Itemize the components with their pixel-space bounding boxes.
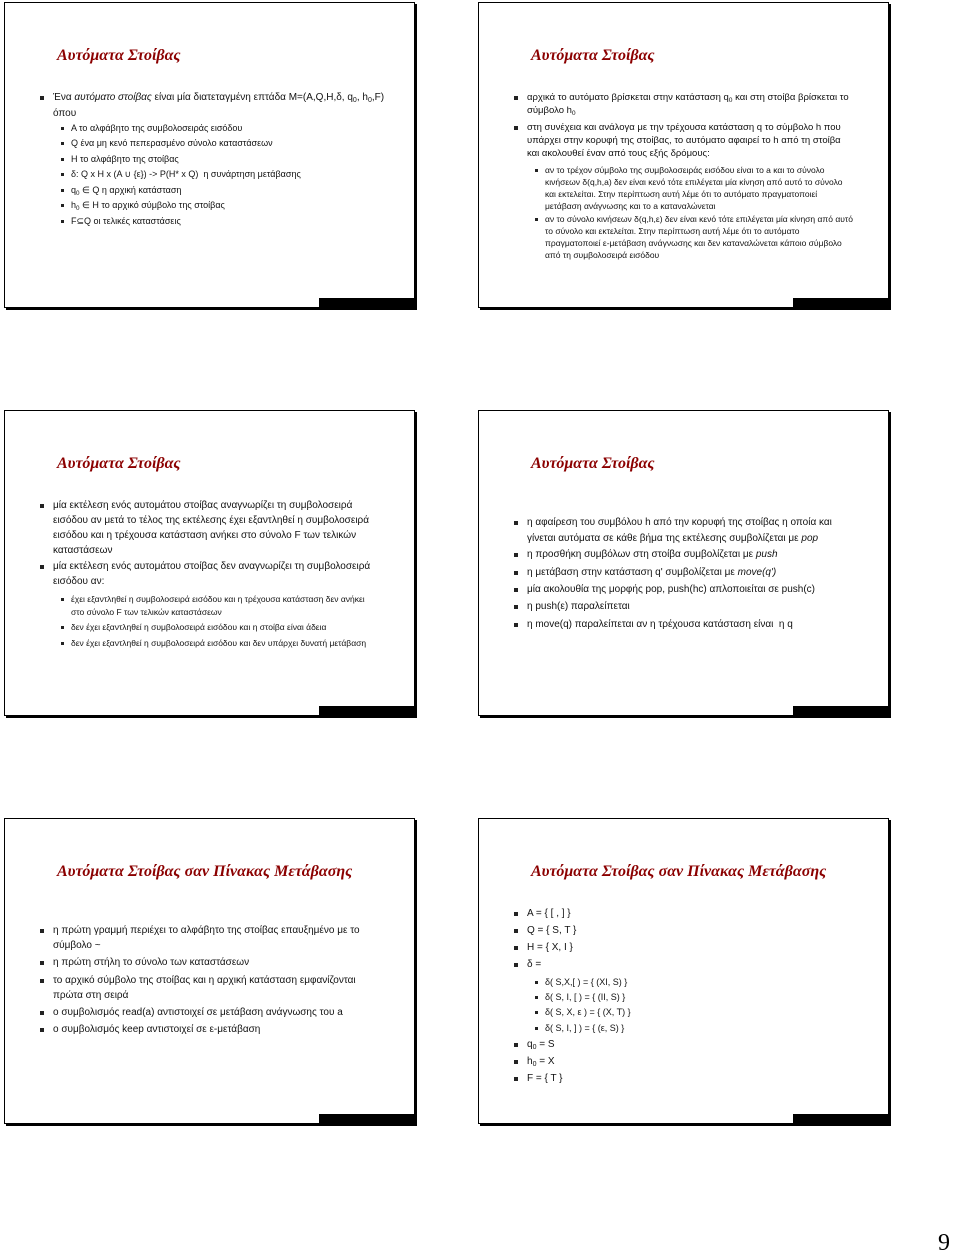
bullet-text: Q = { S, T }	[527, 925, 577, 936]
square-bullet-icon	[61, 220, 64, 223]
bullet-item	[527, 121, 853, 160]
bullet-text: μία ακολουθία της μορφής pop, push(hc) απλοποιείται σε push(c)	[527, 584, 815, 595]
square-bullet-icon	[514, 912, 518, 916]
bullet-text: δεν έχει εξαντληθεί η συμβολοσειρά εισόδου και δεν υπάρχει δυνατή μετάβαση	[71, 638, 367, 648]
square-bullet-icon	[61, 127, 64, 130]
square-bullet-icon	[535, 1011, 538, 1014]
bullet-item	[527, 565, 855, 581]
bullet-text: η πρώτη στήλη το σύνολο των καταστάσεων	[53, 957, 250, 968]
bullet-text: ∈ H το αρχικό σύμβολο της στοίβας	[79, 200, 225, 210]
square-bullet-icon	[514, 623, 518, 627]
bullet-text: αν το σύνολο κινήσεων δ(q,h,ε) δεν είναι κενό τότε επιλέγεται μία κίνηση από αυτό το σύνολο και εκτελείται. Στην περίπτωση αυτή λέμε ότι το αυτόματο πραγματοποιεί ε-μετάβαση ανάγνωσης και δεν καταναλώνεται κάποιο σύμβολο από τη συμβολοσειρά εισόδου	[545, 214, 856, 260]
bullet-text: A το αλφάβητο της συμβολοσειράς εισόδου	[71, 123, 243, 133]
bullet-text: δ: Q x H x (A ∪ {ε}) -> P(H* x Q) η συνάρτηση μετάβασης	[71, 169, 301, 179]
square-bullet-icon	[514, 521, 518, 525]
bullet-text: αρχικά το αυτόματο βρίσκεται στην κατάσταση q	[527, 92, 729, 103]
bullet-item	[527, 905, 847, 922]
square-bullet-icon	[514, 126, 518, 130]
square-bullet-icon	[535, 996, 538, 999]
bullet-text: F = { T }	[527, 1073, 563, 1084]
bullet-text: h	[71, 200, 77, 210]
sub-bullet-item	[71, 183, 401, 199]
bullet-text: και στη στοίβα βρίσκεται το σύμβολο h	[527, 92, 852, 116]
slide-title: Αυτόματα Στοίβας σαν Πίνακας Μετάβασης	[531, 863, 827, 880]
subscript: 0	[367, 97, 372, 104]
sub-bullet-item	[71, 136, 401, 152]
bullet-item	[53, 559, 380, 589]
bullet-text: δ( S,X,[ ) = { (XI, S) }	[545, 977, 628, 987]
bullet-text: μία εκτέλεση ενός αυτομάτου στοίβας δεν αναγνωρίζει τη συμβολοσειρά εισόδου αν:	[53, 561, 373, 587]
sub-bullet-item	[71, 637, 376, 650]
slide-title: Αυτόματα Στοίβας	[57, 455, 181, 472]
bullet-text-italic: pop	[801, 533, 819, 544]
bullet-item	[527, 617, 855, 633]
bullet-text: , h	[356, 92, 368, 103]
bullet-text: Q ένα μη κενό πεπερασμένο σύνολο καταστάσεων	[71, 138, 273, 148]
bullet-item	[527, 922, 847, 939]
sub-bullet-item	[71, 152, 401, 168]
bullet-text: ,F) όπου	[53, 92, 387, 119]
bullet-item	[527, 956, 847, 973]
slide-title: Αυτόματα Στοίβας	[531, 455, 655, 472]
bullet-item	[527, 547, 855, 563]
square-bullet-icon	[40, 1028, 44, 1032]
square-bullet-icon	[61, 173, 64, 176]
bullet-text: είναι μία διατεταγμένη επτάδα M=(A,Q,H,δ, q	[151, 92, 353, 103]
square-bullet-icon	[61, 598, 64, 601]
bullet-text: δεν έχει εξαντληθεί η συμβολοσειρά εισόδου και η στοίβα είναι άδεια	[71, 622, 327, 632]
bullet-item	[527, 1036, 847, 1053]
bullet-text: H = { X, I }	[527, 942, 573, 953]
bullet-item	[53, 1022, 385, 1037]
sub-bullet-item	[545, 990, 845, 1005]
sub-bullet-item	[71, 121, 401, 137]
bullet-item	[527, 91, 853, 117]
sub-bullet-item	[71, 621, 376, 634]
subscript: 0	[352, 97, 357, 104]
square-bullet-icon	[40, 961, 44, 965]
bullet-text: η move(q) παραλείπεται αν η τρέχουσα κατάσταση είναι η q	[527, 619, 793, 630]
sub-bullet-item	[71, 167, 401, 183]
square-bullet-icon	[61, 204, 64, 207]
subscript: 0	[571, 110, 576, 117]
slide-2	[478, 2, 889, 308]
square-bullet-icon	[40, 1011, 44, 1015]
square-bullet-icon	[61, 626, 64, 629]
bullet-text: δ( S, X, ε ) = { (X, T) }	[545, 1007, 631, 1017]
square-bullet-icon	[61, 642, 64, 645]
bullet-item	[527, 1053, 847, 1070]
slide-1	[4, 2, 415, 308]
bullet-text-italic: move(q')	[737, 567, 777, 578]
bullet-text: αν το τρέχον σύμβολο της συμβολοσειράς εισόδου είναι το a και το σύνολο κινήσεων δ(q,h,a) δεν είναι κενό τότε επιλέγεται μία κίνηση από αυτό το σύνολο και εκτελείται. Στην περίπτωση αυτή λέμε ότι το αυτόματο πραγματοποιεί μετάβαση ανάγνωσης και το a καταναλώνεται	[545, 165, 845, 211]
bullet-item	[527, 1070, 847, 1087]
square-bullet-icon	[514, 553, 518, 557]
slide-title: Αυτόματα Στοίβας	[57, 47, 181, 64]
bullet-text-italic: push	[755, 549, 778, 560]
bullet-item	[53, 955, 385, 970]
square-bullet-icon	[40, 979, 44, 983]
bullet-text: μία εκτέλεση ενός αυτομάτου στοίβας αναγνωρίζει τη συμβολοσειρά εισόδου αν μετά το τέλος της εκτέλεσης έχει εξαντληθεί η συμβολοσειρά εισόδου και η τρέχουσα κατάσταση ανήκει στο σύνολο F των τελικών καταστάσεων	[53, 500, 372, 556]
bullet-text: δ =	[527, 959, 542, 970]
sub-bullet-item	[545, 164, 855, 212]
slide-title: Αυτόματα Στοίβας	[531, 47, 655, 64]
slide-footer-bar	[319, 298, 414, 307]
bullet-text: Ένα	[53, 92, 75, 103]
square-bullet-icon	[514, 963, 518, 967]
square-bullet-icon	[61, 142, 64, 145]
bullet-item	[527, 599, 855, 615]
bullet-item	[53, 498, 380, 558]
sub-bullet-item	[545, 975, 845, 990]
bullet-text: δ( S, I, [ ) = { (II, S) }	[545, 992, 626, 1002]
bullet-text: η αφαίρεση του συμβόλου h από την κορυφή της στοίβας η οποία και γίνεται αυτόματα σε κάθε βήμα της εκτέλεσης συμβολίζεται με	[527, 517, 835, 544]
sub-bullet-item	[71, 593, 376, 618]
subscript: 0	[76, 205, 80, 212]
bullet-text: = X	[536, 1056, 555, 1067]
sub-bullet-item	[71, 198, 401, 214]
bullet-item	[527, 582, 855, 598]
slide-footer-bar	[793, 298, 888, 307]
bullet-text: = S	[536, 1039, 555, 1050]
sub-bullet-item	[545, 213, 855, 261]
square-bullet-icon	[535, 1027, 538, 1030]
bullet-item	[53, 923, 385, 953]
square-bullet-icon	[40, 929, 44, 933]
bullet-item	[53, 973, 385, 1003]
slide-title: Αυτόματα Στοίβας σαν Πίνακας Μετάβασης	[57, 863, 353, 880]
subscript: 0	[532, 1044, 537, 1051]
slide-3	[4, 410, 415, 716]
subscript: 0	[76, 190, 80, 197]
square-bullet-icon	[514, 946, 518, 950]
bullet-text: q	[527, 1039, 533, 1050]
square-bullet-icon	[514, 588, 518, 592]
sub-bullet-item	[545, 1005, 845, 1020]
square-bullet-icon	[514, 1060, 518, 1064]
bullet-text: ο συμβολισμός read(a) αντιστοιχεί σε μετάβαση ανάγνωσης του a	[53, 1007, 343, 1018]
slide-6	[478, 818, 889, 1124]
bullet-text-italic: αυτόματο στοίβας	[74, 92, 152, 103]
bullet-text: ∈ Q η αρχική κατάσταση	[79, 185, 182, 195]
square-bullet-icon	[40, 96, 44, 100]
subscript: 0	[728, 97, 733, 104]
bullet-text: A = { [ , ] }	[527, 908, 571, 919]
page-number: 9	[938, 1230, 950, 1256]
slide-4	[478, 410, 889, 716]
bullet-text: H το αλφάβητο της στοίβας	[71, 154, 179, 164]
slide-footer-bar	[319, 706, 414, 715]
bullet-text: F⊆Q οι τελικές καταστάσεις	[71, 216, 181, 226]
bullet-text: η push(ε) παραλείπεται	[527, 601, 630, 612]
bullet-text: δ( S, I, ] ) = { (ε, S) }	[545, 1023, 625, 1033]
square-bullet-icon	[535, 218, 538, 221]
square-bullet-icon	[40, 504, 44, 508]
square-bullet-icon	[40, 565, 44, 569]
bullet-text: q	[71, 185, 77, 195]
slide-footer-bar	[319, 1114, 414, 1123]
bullet-text: η προσθήκη συμβόλων στη στοίβα συμβολίζεται με	[527, 549, 756, 560]
square-bullet-icon	[61, 189, 64, 192]
bullet-text: h	[527, 1056, 533, 1067]
square-bullet-icon	[514, 605, 518, 609]
sub-bullet-item	[545, 1021, 845, 1036]
square-bullet-icon	[514, 96, 518, 100]
subscript: 0	[532, 1061, 537, 1068]
bullet-text: στη συνέχεια και ανάλογα με την τρέχουσα κατάσταση q το σύμβολο h που υπάρχει στην κορυφή της στοίβας, το αυτόματο αφαιρεί το h από τη στοίβα και ακολουθεί έναν από τους εξής δρόμους:	[527, 122, 844, 159]
slide-5	[4, 818, 415, 1124]
square-bullet-icon	[535, 981, 538, 984]
bullet-text: η πρώτη γραμμή περιέχει το αλφάβητο της στοίβας επαυξημένο με το σύμβολο ~	[53, 925, 363, 951]
slide-footer-bar	[793, 1114, 888, 1123]
square-bullet-icon	[514, 1043, 518, 1047]
bullet-item	[53, 90, 398, 122]
bullet-item	[53, 1005, 385, 1020]
bullet-text: το αρχικό σύμβολο της στοίβας και η αρχική κατάσταση εμφανίζονται πρώτα στη σειρά	[53, 975, 359, 1001]
slide-footer-bar	[793, 706, 888, 715]
bullet-text: ο συμβολισμός keep αντιστοιχεί σε ε-μετάβαση	[53, 1024, 261, 1035]
bullet-item	[527, 515, 855, 547]
bullet-text: η μετάβαση στην κατάσταση q' συμβολίζεται με	[527, 567, 738, 578]
bullet-text: έχει εξαντληθεί η συμβολοσειρά εισόδου και η τρέχουσα κατάσταση δεν ανήκει στο σύνολο F των τελικών καταστάσεων	[71, 594, 368, 617]
square-bullet-icon	[514, 1077, 518, 1081]
square-bullet-icon	[535, 169, 538, 172]
square-bullet-icon	[61, 158, 64, 161]
bullet-item	[527, 939, 847, 956]
sub-bullet-item	[71, 214, 401, 230]
square-bullet-icon	[514, 571, 518, 575]
square-bullet-icon	[514, 929, 518, 933]
